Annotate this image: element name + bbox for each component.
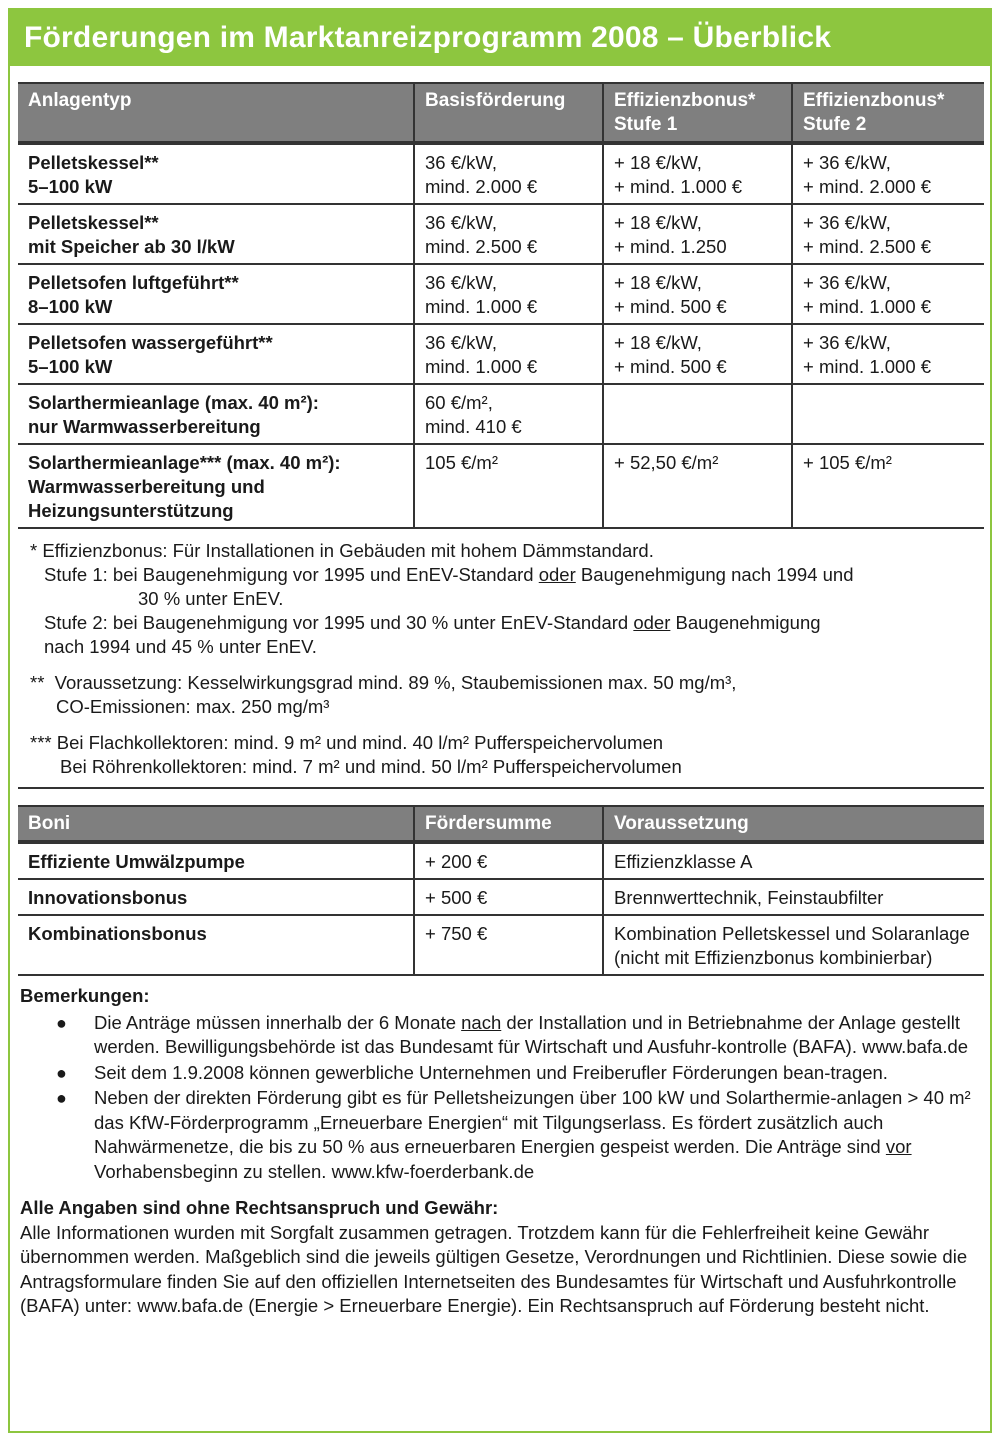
- footnote-1-stufe2-cont: nach 1994 und 45 % unter EnEV.: [44, 636, 317, 657]
- cell-basis: 36 €/kW, mind. 1.000 €: [414, 264, 603, 324]
- footnotes: [18, 529, 984, 789]
- boni-cell-sum: + 750 €: [414, 915, 603, 975]
- header-effizienz-stufe2: Effizienzbonus* Stufe 2: [792, 83, 984, 143]
- disclaimer-text: Alle Informationen wurden mit Sorgfalt zusammen getragen. Trotzdem kann für die Fehlerfreiheit keine Gewähr übernommen werden. Maßgeblich sind die jeweils gültigen Gesetze, Verordnungen und Richtlinien. Diese sowie die Antragsformulare finden Sie auf den offiziellen Internetseiten des Bundesamtes für Wirtschaft und Ausfuhrkontrolle (BAFA) unter: www.bafa.de (Energie > Erneuerbare Energie). Ein Rechtsanspruch auf Förderung besteht nicht.: [20, 1221, 968, 1316]
- remarks-list: [20, 1011, 982, 1185]
- disclaimer: [20, 1196, 982, 1319]
- cell-type: Pelletskessel** 5–100 kW: [18, 143, 414, 204]
- footnote-1-stufe2: Stufe 2: bei Baugenehmigung vor 1995 und 30 % unter EnEV-Standard oder Baugenehmigung: [44, 612, 821, 633]
- table-row: [18, 879, 984, 915]
- cell-basis: 36 €/kW, mind. 2.500 €: [414, 204, 603, 264]
- cell-stufe1: + 52,50 €/m²: [603, 444, 792, 528]
- page-title: Förderungen im Marktanreizprogramm 2008 – Überblick: [10, 10, 990, 66]
- table-row: [18, 143, 984, 204]
- cell-basis: 36 €/kW, mind. 1.000 €: [414, 324, 603, 384]
- header-foerdersumme: Fördersumme: [414, 806, 603, 842]
- cell-stufe1: + 18 €/kW, + mind. 500 €: [603, 324, 792, 384]
- bullet-icon: ●: [56, 1012, 67, 1033]
- cell-stufe1: [603, 384, 792, 444]
- list-item: ● Die Anträge müssen innerhalb der 6 Monate nach der Installation und in Betriebnahme der Anlage gestellt werden. Bewilligungsbehörde ist das Bundesamt für Wirtschaft und Ausfuhr-kontrolle (BAFA). www.bafa.de: [56, 1011, 969, 1057]
- cell-stufe2: + 36 €/kW, + mind. 2.500 €: [792, 204, 984, 264]
- cell-stufe2: [792, 384, 984, 444]
- content: [18, 82, 982, 1319]
- cell-type: Solarthermieanlage*** (max. 40 m²): Warmwasserbereitung und Heizungsunterstützung: [18, 444, 414, 528]
- footnote-1: * Effizienzbonus: Für Installationen in Gebäuden mit hohem Dämmstandard.: [30, 540, 654, 561]
- remarks-label: Bemerkungen:: [20, 985, 150, 1006]
- cell-stufe1: + 18 €/kW, + mind. 500 €: [603, 264, 792, 324]
- boni-cell-sum: + 200 €: [414, 842, 603, 879]
- table-row: [18, 204, 984, 264]
- boni-cell-req: Kombination Pelletskessel und Solaranlage (nicht mit Effizienzbonus kombinierbar): [603, 915, 984, 975]
- cell-stufe1: + 18 €/kW, + mind. 1.250: [603, 204, 792, 264]
- footnote-2: ** Voraussetzung: Kesselwirkungsgrad mind. 89 %, Staubemissionen max. 50 mg/m³,: [30, 672, 737, 693]
- boni-table: [18, 805, 984, 976]
- cell-stufe2: + 36 €/kW, + mind. 1.000 €: [792, 264, 984, 324]
- table-row: [18, 264, 984, 324]
- table-row: [18, 444, 984, 528]
- footnote-3: *** Bei Flachkollektoren: mind. 9 m² und mind. 40 l/m² Pufferspeichervolumen: [30, 732, 664, 753]
- document-frame: [8, 8, 992, 1433]
- cell-type: Pelletsofen luftgeführt** 8–100 kW: [18, 264, 414, 324]
- remarks: [18, 976, 984, 1319]
- header-basisfoerderung: Basisförderung: [414, 83, 603, 143]
- cell-type: Pelletskessel** mit Speicher ab 30 l/kW: [18, 204, 414, 264]
- boni-cell-sum: + 500 €: [414, 879, 603, 915]
- header-effizienz-stufe1: Effizienzbonus* Stufe 1: [603, 83, 792, 143]
- table-row: [18, 384, 984, 444]
- boni-cell-req: Brennwerttechnik, Feinstaubfilter: [603, 879, 984, 915]
- cell-type: Solarthermieanlage (max. 40 m²): nur Warmwasserbereitung: [18, 384, 414, 444]
- bullet-icon: ●: [56, 1062, 67, 1083]
- cell-basis: 36 €/kW, mind. 2.000 €: [414, 143, 603, 204]
- list-item: ● Neben der direkten Förderung gibt es für Pelletsheizungen über 100 kW und Solarthermie-anlagen > 40 m² das KfW-Förderprogramm „Erneuerbare Energien“ mit Tilgungserlass. Es fördert zusätzlich auch Nahwärmenetze, die bis zu 50 % aus erneuerbaren Energien gespeist werden. Die Anträge sind vor Vorhabensbeginn zu stellen. www.kfw-foerderbank.de: [56, 1087, 971, 1182]
- footnote-1-stufe1: Stufe 1: bei Baugenehmigung vor 1995 und EnEV-Standard oder Baugenehmigung nach 1994 und: [44, 564, 854, 585]
- table-header-row: [18, 83, 984, 143]
- cell-basis: 60 €/m², mind. 410 €: [414, 384, 603, 444]
- table-row: [18, 324, 984, 384]
- table-row: [18, 915, 984, 975]
- cell-stufe2: + 105 €/m²: [792, 444, 984, 528]
- funding-table: [18, 82, 984, 529]
- footnote-2-cont: CO-Emissionen: max. 250 mg/m³: [56, 696, 330, 717]
- list-item: ● Seit dem 1.9.2008 können gewerbliche Unternehmen und Freiberufler Förderungen bean-tragen.: [20, 1061, 982, 1086]
- boni-cell-name: Effiziente Umwälzpumpe: [18, 842, 414, 879]
- boni-cell-req: Effizienzklasse A: [603, 842, 984, 879]
- cell-basis: 105 €/m²: [414, 444, 603, 528]
- footnote-3-cont: Bei Röhrenkollektoren: mind. 7 m² und mind. 50 l/m² Pufferspeichervolumen: [60, 756, 682, 777]
- cell-stufe2: + 36 €/kW, + mind. 1.000 €: [792, 324, 984, 384]
- disclaimer-label: Alle Angaben sind ohne Rechtsanspruch und Gewähr:: [20, 1197, 499, 1218]
- boni-cell-name: Innovationsbonus: [18, 879, 414, 915]
- header-anlagentyp: Anlagentyp: [18, 83, 414, 143]
- header-boni: Boni: [18, 806, 414, 842]
- cell-stufe1: + 18 €/kW, + mind. 1.000 €: [603, 143, 792, 204]
- cell-type: Pelletsofen wassergeführt** 5–100 kW: [18, 324, 414, 384]
- cell-stufe2: + 36 €/kW, + mind. 2.000 €: [792, 143, 984, 204]
- boni-cell-name: Kombinationsbonus: [18, 915, 414, 975]
- bullet-icon: ●: [56, 1088, 67, 1108]
- boni-header-row: [18, 806, 984, 842]
- header-voraussetzung: Voraussetzung: [603, 806, 984, 842]
- footnote-1-stufe1-cont: 30 % unter EnEV.: [138, 588, 284, 609]
- table-row: [18, 842, 984, 879]
